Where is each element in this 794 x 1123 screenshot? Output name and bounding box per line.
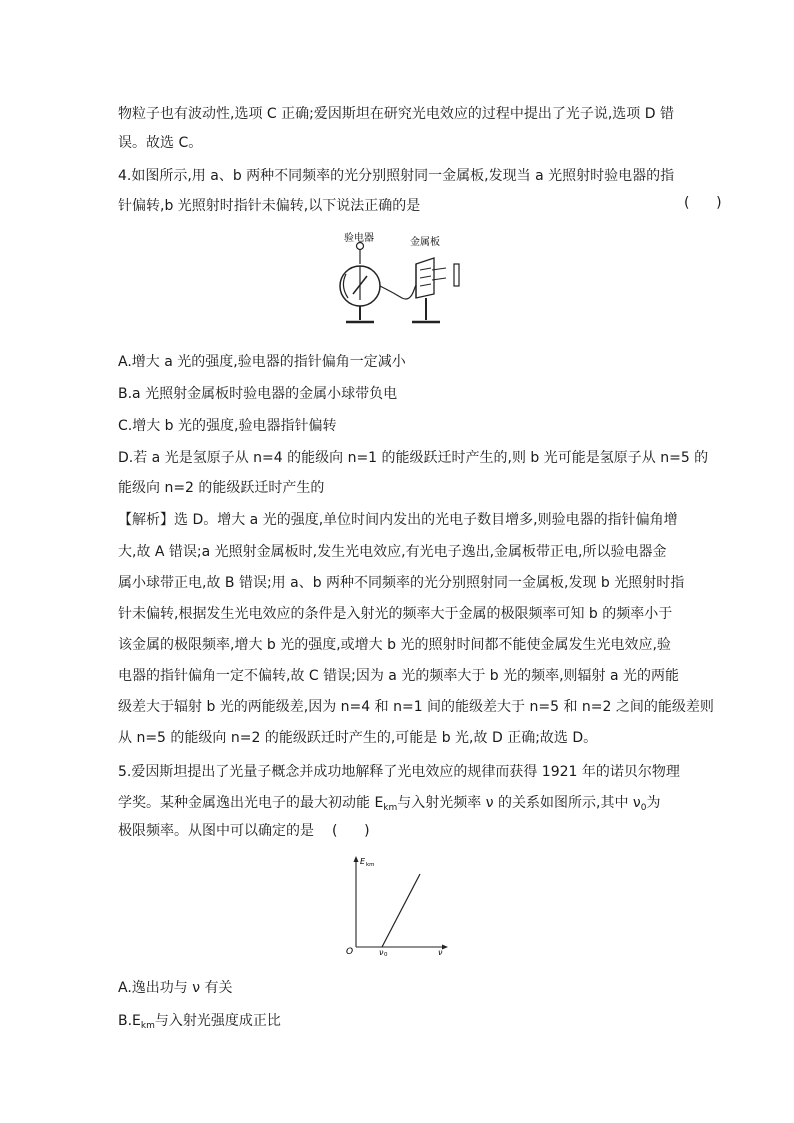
question-4-stem: 4.如图所示,用 a、b 两种不同频率的光分别照射同一金属板,发现当 a 光照射时验电器的指 — [118, 168, 675, 184]
answer-blank-q4: ( ) — [684, 195, 722, 211]
origin-label: O — [346, 947, 354, 956]
threshold-sub: 0 — [384, 952, 388, 956]
analysis-line: 电器的指针偏角一定不偏转,故 C 错误;因为 a 光的频率大于 b 光的频率,则辐射 a 光的两能 — [118, 668, 680, 684]
option-b-q4: B.a 光照射金属板时验电器的金属小球带负电 — [118, 386, 398, 402]
text-line: 误。故选 C。 — [118, 135, 203, 151]
analysis-line: 从 n=5 的能级向 n=2 的能级跃迁时产生的,可能是 b 光,故 D 正确;故选 D。 — [118, 730, 598, 746]
threshold-label: ν — [379, 948, 384, 956]
option-a-q5: A.逸出功与 ν 有关 — [118, 980, 233, 996]
analysis-line: 该金属的极限频率,增大 b 光的强度,或增大 b 光的照射时间都不能使金属发生光电效应,验 — [118, 637, 671, 653]
metal-plate-label: 金属板 — [410, 237, 440, 248]
analysis-line: 针未偏转,根据发生光电效应的条件是入射光的频率大于金属的极限频率可知 b 的频率小于 — [118, 606, 673, 622]
analysis-line: 属小球带正电,故 B 错误;用 a、b 两种不同频率的光分别照射同一金属板,发现 b 光照射时指 — [118, 575, 685, 591]
option-d-q4: D.若 a 光是氢原子从 n=4 的能级向 n=1 的能级跃迁时产生的,则 b 光可能是氢原子从 n=5 的 — [118, 450, 709, 466]
ekm-line — [382, 874, 420, 947]
option-b-q5: $B.E_{km}$与入射光强度成正比 — [118, 1013, 281, 1031]
text-line: 物粒子也有波动性,选项 C 正确;爱因斯坦在研究光电效应的过程中提出了光子说,选项 D 错 — [118, 106, 674, 122]
option-d-q4-cont: 能级向 n=2 的能级跃迁时产生的 — [118, 480, 325, 496]
electroscope-figure — [334, 228, 474, 328]
answer-blank-q5: ( ) — [332, 823, 370, 839]
electroscope-label: 验电器 — [344, 233, 374, 244]
x-axis-label: ν — [438, 948, 443, 956]
question-4-stem: 针偏转,b 光照射时指针未偏转,以下说法正确的是 — [118, 198, 421, 214]
question-5-stem: 极限频率。从图中可以确定的是 ( ) — [118, 823, 370, 839]
analysis-line: 【解析】选 D。增大 a 光的强度,单位时间内发出的光电子数目增多,则验电器的指针偏角增 — [118, 512, 678, 528]
analysis-line: 级差大于辐射 b 光的两能级差,因为 n=4 和 n=1 间的能级差大于 n=5 和 n=2 之间的能级差则 — [118, 699, 714, 715]
question-5-stem: 5.爱因斯坦提出了光量子概念并成功地解释了光电效应的规律而获得 1921 年的诺贝尔物理 — [118, 764, 680, 780]
analysis-line: 大,故 A 错误;a 光照射金属板时,发生光电效应,有光电子逸出,金属板带正电,所以验电器金 — [118, 544, 667, 560]
ekm-vs-frequency-graph — [340, 852, 450, 956]
y-axis-sub: km — [366, 862, 375, 868]
y-axis-label: E — [360, 857, 366, 866]
option-a-q4: A.增大 a 光的强度,验电器的指针偏角一定减小 — [118, 354, 406, 370]
question-5-stem: 学奖。某种金属逸出光电子的最大初动能 $E_{km}$与入射光频率 ν 的关系如图所示,其中 $\nu_0$为 — [118, 795, 661, 813]
option-c-q4: C.增大 b 光的强度,验电器指针偏转 — [118, 418, 337, 434]
